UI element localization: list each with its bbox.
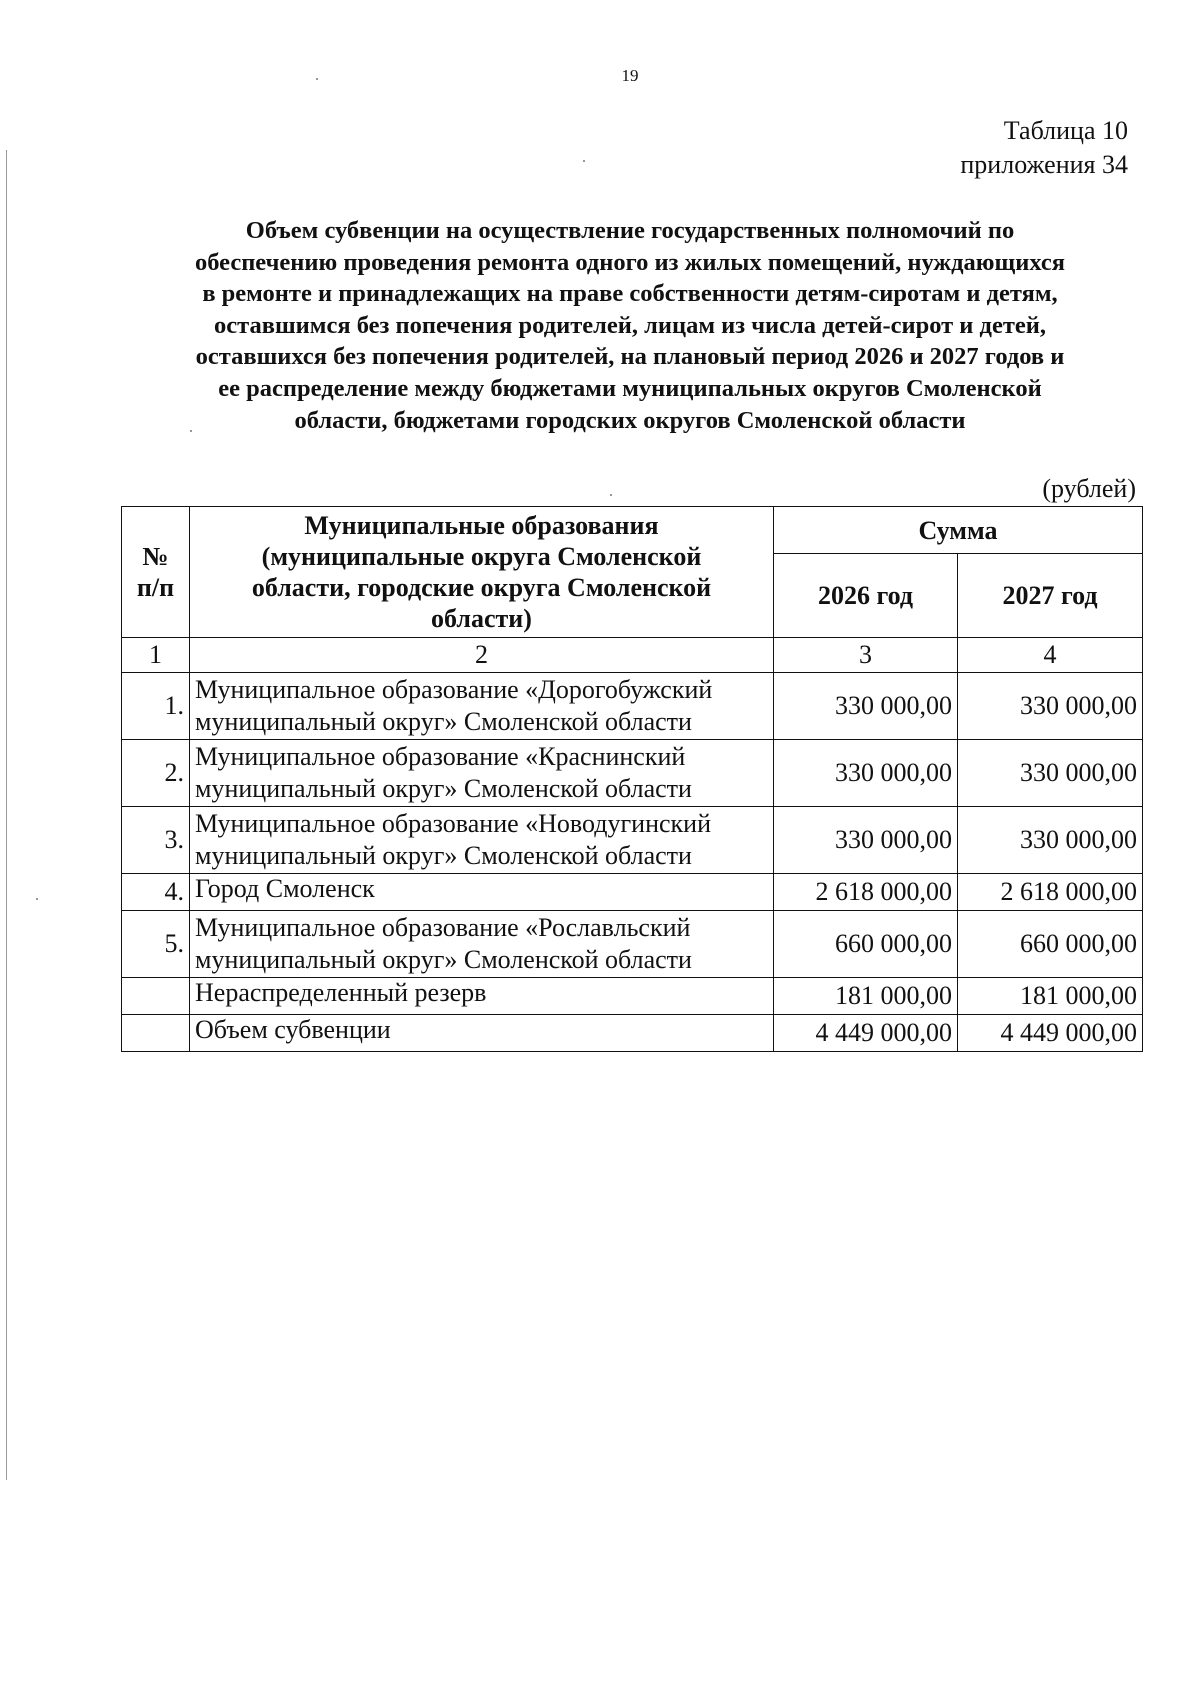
column-numbers-row (122, 638, 1143, 673)
table-row-total (122, 1015, 1143, 1052)
municipality-name: Муниципальное образование «Краснинский муниципальный округ» Смоленской области (190, 740, 774, 807)
header-number: № п/п (122, 507, 190, 638)
amount-2027: 2 618 000,00 (958, 874, 1143, 911)
scan-dot (583, 160, 585, 162)
scan-dot (36, 898, 38, 900)
amount-2026: 181 000,00 (774, 978, 958, 1015)
table-row (122, 740, 1143, 807)
table-reference (960, 114, 1128, 182)
amount-2027: 330 000,00 (958, 807, 1143, 874)
row-number: 3. (122, 807, 190, 874)
header-year-2026: 2026 год (774, 554, 958, 638)
row-number: 5. (122, 911, 190, 978)
reserve-label: Нераспределенный резерв (190, 978, 774, 1015)
municipality-name: Муниципальное образование «Дорогобужский муниципальный округ» Смоленской области (190, 673, 774, 740)
total-label: Объем субвенции (190, 1015, 774, 1052)
table-row (122, 911, 1143, 978)
units-label: (рублей) (1042, 474, 1136, 503)
row-number (122, 1015, 190, 1052)
title-line: оставшихся без попечения родителей, на плановый период 2026 и 2027 годов и (195, 343, 1065, 371)
column-number: 1 (122, 638, 190, 673)
amount-2027: 181 000,00 (958, 978, 1143, 1015)
header-municipality: Муниципальные образования (муниципальные округа Смоленской области, городские округа Смоленской области) (190, 507, 774, 638)
header-year-2027: 2027 год (958, 554, 1143, 638)
title-line: ее распределение между бюджетами муниципальных округов Смоленской (218, 374, 1042, 402)
amount-2027: 4 449 000,00 (958, 1015, 1143, 1052)
row-number: 4. (122, 874, 190, 911)
table-header-row (122, 507, 1143, 554)
municipality-name: Муниципальное образование «Новодугинский муниципальный округ» Смоленской области (190, 807, 774, 874)
document-title (100, 215, 1160, 436)
scan-dot (610, 494, 612, 496)
amount-2027: 330 000,00 (958, 740, 1143, 807)
table-row (122, 673, 1143, 740)
table-row (122, 874, 1143, 911)
allocation-table (121, 506, 1143, 1052)
table-row (122, 807, 1143, 874)
column-number: 3 (774, 638, 958, 673)
amount-2026: 2 618 000,00 (774, 874, 958, 911)
page-number: 19 (621, 66, 639, 85)
table-ref-line2: приложения 34 (960, 150, 1128, 179)
municipality-name: Город Смоленск (190, 874, 774, 911)
title-line: оставшимся без попечения родителей, лицам из числа детей-сирот и детей, (214, 311, 1046, 339)
amount-2026: 660 000,00 (774, 911, 958, 978)
row-number: 2. (122, 740, 190, 807)
municipality-name: Муниципальное образование «Рославльский муниципальный округ» Смоленской области (190, 911, 774, 978)
column-number: 2 (190, 638, 774, 673)
amount-2026: 330 000,00 (774, 807, 958, 874)
table-ref-line1: Таблица 10 (1003, 116, 1128, 145)
scan-margin-line (6, 150, 7, 1480)
header-sum: Сумма (774, 507, 1143, 554)
amount-2026: 330 000,00 (774, 740, 958, 807)
amount-2026: 330 000,00 (774, 673, 958, 740)
title-line: обеспечению проведения ремонта одного из жилых помещений, нуждающихся (194, 248, 1066, 276)
row-number: 1. (122, 673, 190, 740)
column-number: 4 (958, 638, 1143, 673)
amount-2026: 4 449 000,00 (774, 1015, 958, 1052)
amount-2027: 660 000,00 (958, 911, 1143, 978)
title-line: области, бюджетами городских округов Смоленской области (294, 406, 966, 434)
title-line: Объем субвенции на осуществление государственных полномочий по (245, 217, 1015, 244)
amount-2027: 330 000,00 (958, 673, 1143, 740)
row-number (122, 978, 190, 1015)
table-row-reserve (122, 978, 1143, 1015)
title-line: в ремонте и принадлежащих на праве собственности детям-сиротам и детям, (202, 280, 1058, 308)
